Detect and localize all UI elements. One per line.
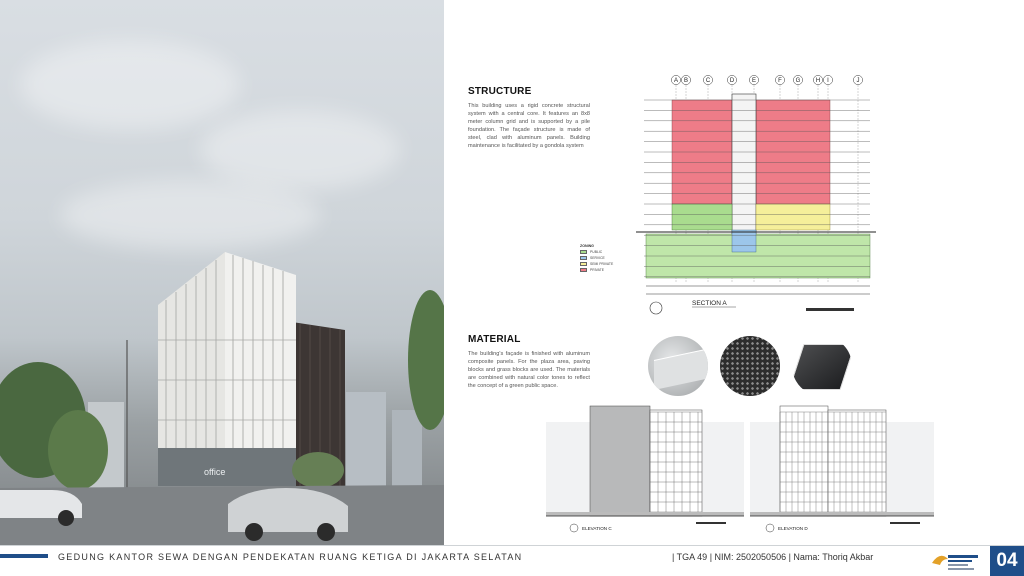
structure-description: This building uses a rigid concrete structural system with a central core. It features an 8x8 meter column grid and is supported by a pile foundation. The façade structure is made of steel, clad with aluminum panels. Building maintenance is facilitated by a gondola system: [468, 103, 590, 149]
elevation-d-tower-right: [828, 410, 886, 516]
aluminum-composite-panel-swatch: [648, 336, 708, 396]
building-signage: office: [204, 467, 226, 477]
page-number: 04: [990, 546, 1024, 576]
grid-label: F: [778, 78, 782, 85]
grid-labels: [671, 75, 862, 84]
university-logo-icon: [928, 549, 982, 573]
section-marker-icon: [650, 302, 662, 314]
car-wheel: [58, 510, 74, 526]
service-zone: [732, 230, 756, 252]
shrub: [292, 452, 344, 488]
structure-heading: STRUCTURE: [468, 86, 532, 97]
grid-label: G: [795, 78, 801, 85]
ground-floor-glazing: [158, 448, 296, 486]
elevation-c-caption: ELEVATION C: [582, 526, 612, 531]
grid-label: B: [683, 78, 689, 85]
footer-accent-bar: [0, 554, 48, 558]
background-tower: [346, 392, 386, 490]
section-caption: SECTION A: [692, 300, 727, 307]
public-zone: [672, 204, 732, 230]
footer-divider: [0, 545, 1024, 546]
grid-label: A: [673, 78, 679, 85]
elevation-marker-icon: [766, 524, 774, 532]
zoning-color-swatch: [580, 262, 587, 266]
zoning-legend: [580, 244, 640, 274]
car-wheel: [317, 523, 335, 541]
grid-label: C: [705, 78, 711, 85]
material-heading: MATERIAL: [468, 334, 521, 345]
tree-left: [48, 410, 108, 490]
zoning-legend-label: SEMI PRIVATE: [590, 262, 614, 266]
zoning-legend-label: PUBLIC: [590, 250, 603, 254]
zoning-color-swatch: [580, 250, 587, 254]
exterior-rendering: [0, 0, 444, 545]
car-wheel: [245, 523, 263, 541]
semi-private-zone: [756, 204, 830, 230]
building-rendering-svg: [0, 0, 444, 545]
student-info: | TGA 49 | NIM: 2502050506 | Nama: Thoriq Akbar: [672, 552, 874, 562]
elevation-c-drawing: [546, 402, 744, 542]
dark-panel-swatch: [792, 336, 852, 396]
project-title: GEDUNG KANTOR SEWA DENGAN PENDEKATAN RUANG KETIGA DI JAKARTA SELATAN: [58, 552, 523, 562]
zoning-legend-item: [580, 262, 640, 266]
zoning-legend-item: [580, 268, 640, 272]
elevation-d-drawing: [750, 402, 934, 542]
zoning-legend-title: ZONING: [580, 244, 594, 248]
zoning-color-swatch: [580, 256, 587, 260]
zoning-legend-label: SERVICE: [590, 256, 605, 260]
elevation-d-caption: ELEVATION D: [778, 526, 808, 531]
elevation-marker-icon: [570, 524, 578, 532]
zoning-legend-label: PRIVATE: [590, 268, 605, 272]
zoning-legend-item: [580, 250, 640, 254]
zoning-color-swatch: [580, 268, 587, 272]
grid-label: E: [751, 78, 757, 85]
grid-label: H: [815, 78, 821, 85]
background-tower: [392, 410, 422, 490]
tree-right: [408, 290, 444, 430]
elevation-c-facade-panel: [590, 406, 650, 516]
main-building-left-facade: [158, 252, 225, 470]
section-a-drawing: [636, 72, 876, 318]
zoning-legend-item: [580, 256, 640, 260]
grid-label: I: [827, 78, 829, 85]
grid-label: D: [729, 78, 735, 85]
elevation-c-tower: [650, 410, 702, 516]
scale-bar: [806, 308, 854, 311]
perforated-metal-swatch: [720, 336, 780, 396]
grid-label: J: [856, 78, 860, 85]
material-description: The building's façade is finished with aluminum composite panels. For the plaza area, paving blocks and grass blocks are used. The materials are combined with natural color tones to reflect the concept of a green public space.: [468, 351, 590, 389]
main-building-right-facade: [225, 252, 296, 470]
